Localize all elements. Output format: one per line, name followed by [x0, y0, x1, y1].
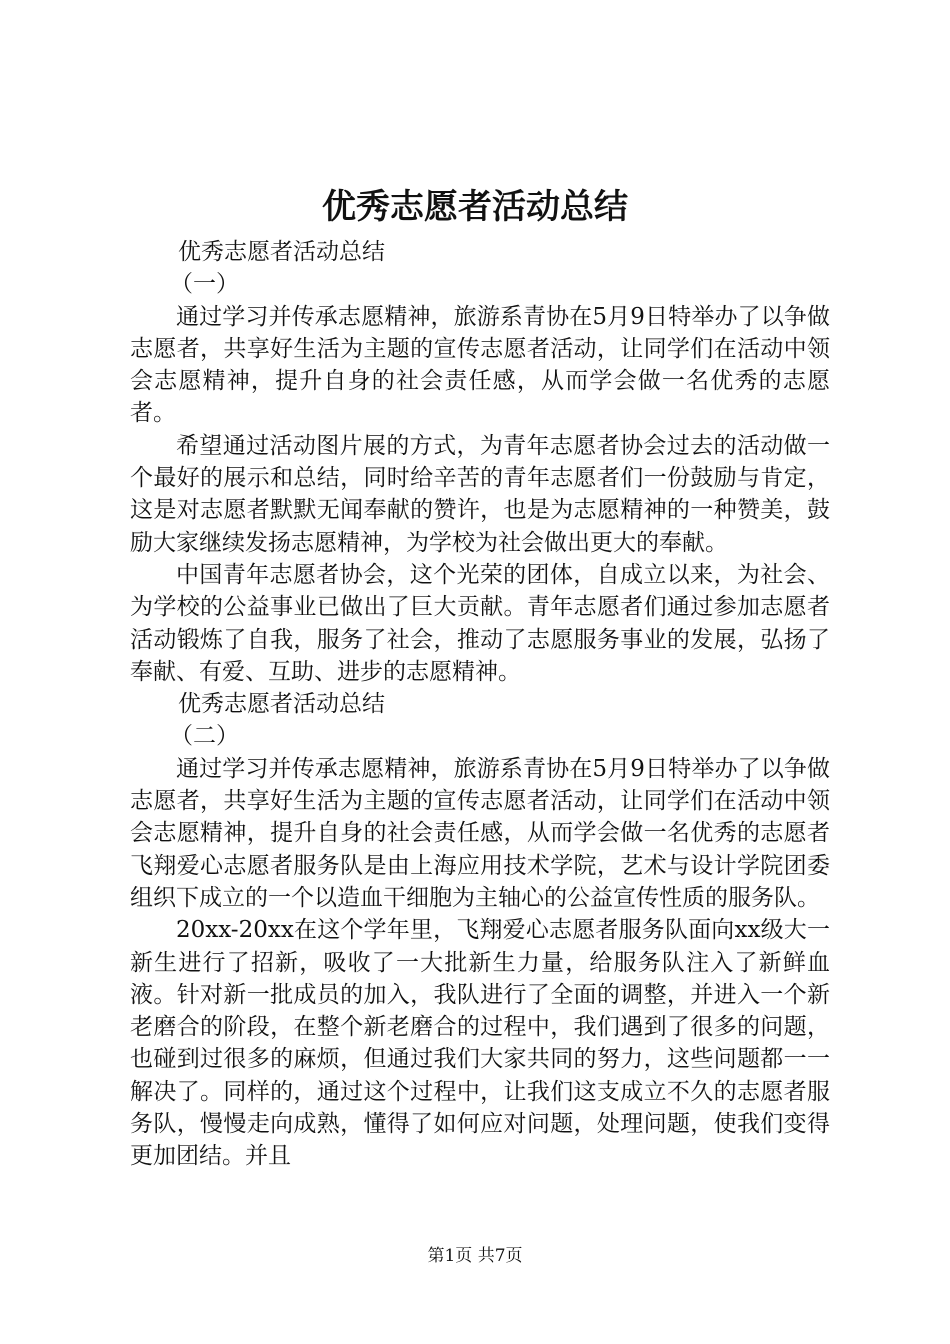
document-body: [130, 236, 830, 1173]
section-heading-1: 优秀志愿者活动总结: [178, 239, 385, 265]
paragraph: 中国青年志愿者协会，这个光荣的团体，自成立以来，为社会、为学校的公益事业已做出了巨大贡献。青年志愿者们通过参加志愿者活动锻炼了自我，服务了社会，推动了志愿服务事业的发展，弘扬了奉献、有爱、互助、进步的志愿精神。: [130, 561, 830, 685]
page-footer: 第1页 共7页: [427, 1246, 523, 1266]
section-heading-2: 优秀志愿者活动总结: [178, 691, 385, 718]
paragraph: 希望通过活动图片展的方式，为青年志愿者协会过去的活动做一个最好的展示和总结，同时给辛苦的青年志愿者们一份鼓励与肯定，这是对志愿者默默无闻奉献的赞许，也是为志愿精神的一种赞美，鼓励大家继续发扬志愿精神，为学校为社会做出更大的奉献。: [130, 432, 830, 556]
document-title: 优秀志愿者活动总结: [322, 187, 628, 227]
paragraph: 通过学习并传承志愿精神，旅游系青协在5月9日特举办了以争做志愿者，共享好生活为主题的宣传志愿者活动，让同学们在活动中领会志愿精神，提升自身的社会责任感，从而学会做一名优秀的志愿者。: [130, 303, 830, 427]
paragraph: 通过学习并传承志愿精神，旅游系青协在5月9日特举办了以争做志愿者，共享好生活为主题的宣传志愿者活动，让同学们在活动中领会志愿精神，提升自身的社会责任感，从而学会做一名优秀的志愿者飞翔爱心志愿者服务队是由上海应用技术学院，艺术与设计学院团委组织下成立的一个以造血干细胞为主轴心的公益宣传性质的服务队。: [130, 755, 830, 911]
section-number-2: （二）: [170, 723, 239, 750]
section-number-1: （一）: [170, 271, 239, 298]
paragraph: 20xx-20xx在这个学年里，飞翔爱心志愿者服务队面向xx级大一新生进行了招新，吸收了一大批新生力量，给服务队注入了新鲜血液。针对新一批成员的加入，我队进行了全面的调整，并进入一个新老磨合的阶段，在整个新老磨合的过程中，我们遇到了很多的问题，也碰到过很多的麻烦，但通过我们大家共同的努力，这些问题都一一解决了。同样的，通过这个过程中，让我们这支成立不久的志愿者服务队，慢慢走向成熟，懂得了如何应对问题，处理问题，使我们变得更加团结。并且: [130, 917, 830, 1170]
